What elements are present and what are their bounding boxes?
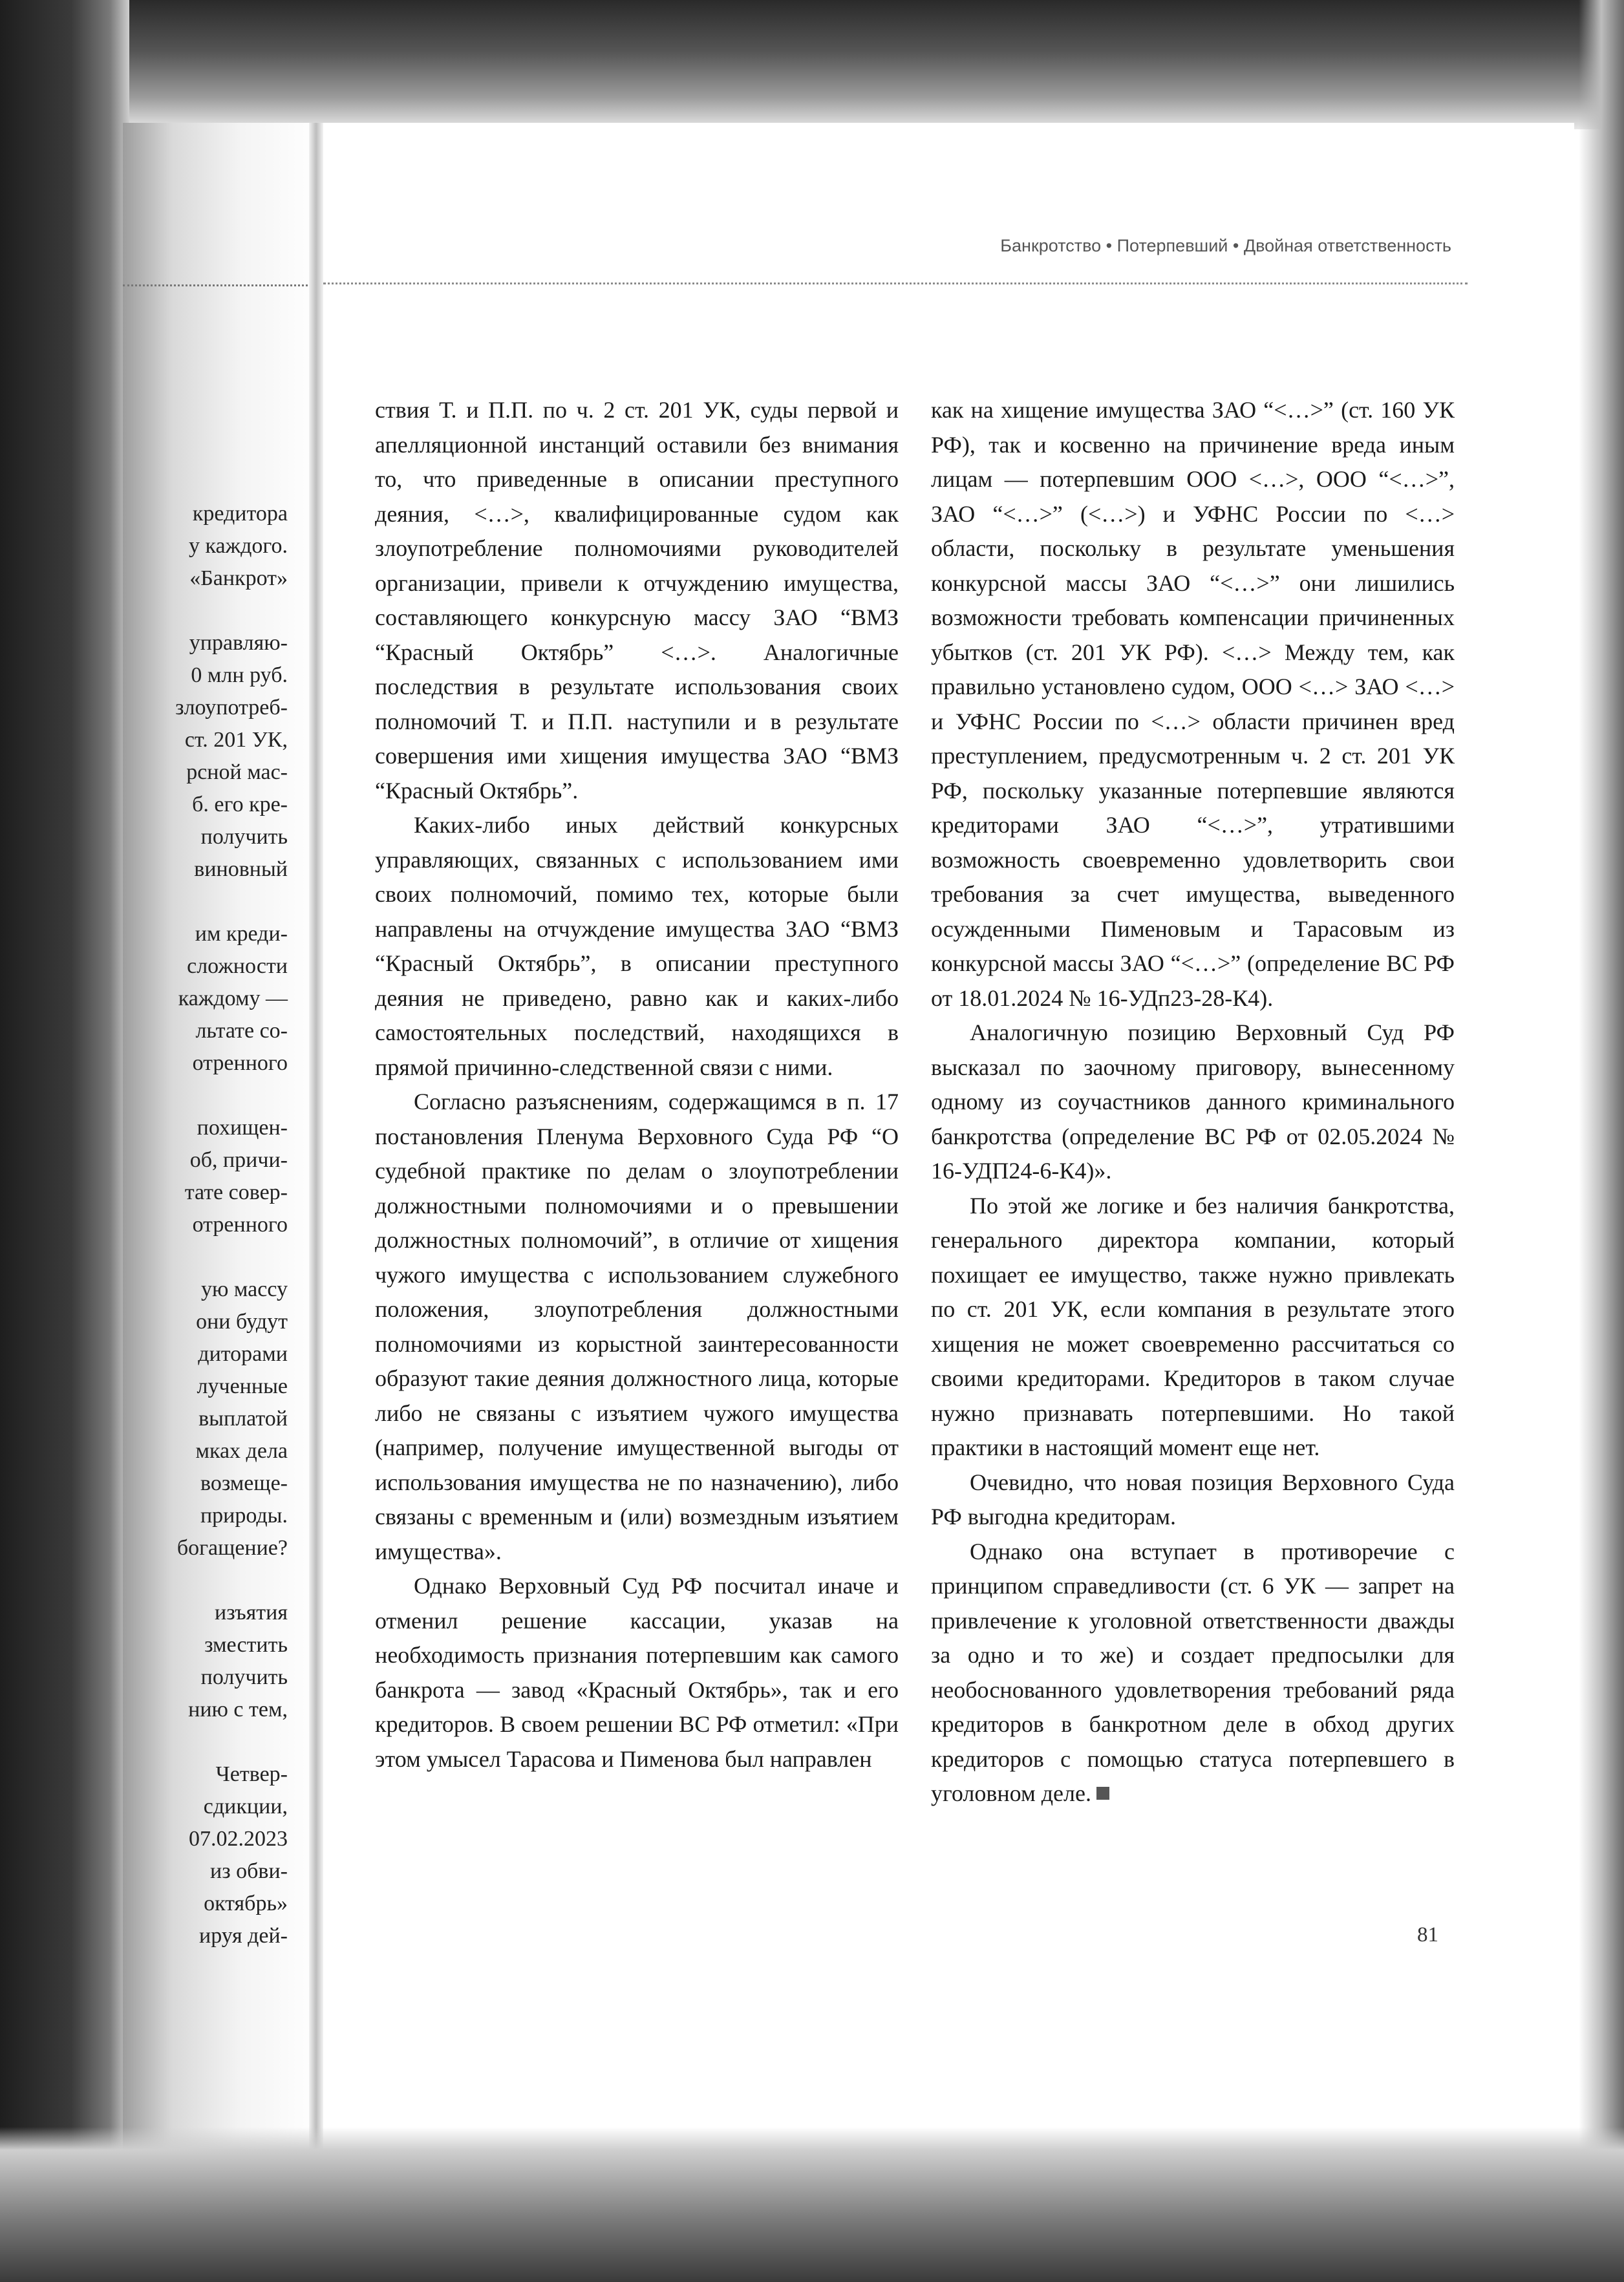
previous-page-line: б. его кре-: [192, 793, 288, 816]
previous-page-line: изъятия: [215, 1601, 288, 1625]
previous-page-line: управляю-: [189, 631, 288, 655]
previous-page-line: диторами: [198, 1342, 288, 1366]
previous-page-line: возмеще-: [200, 1471, 288, 1495]
line-gap: [123, 595, 288, 627]
page-fold: [309, 123, 323, 2159]
previous-page-line: лученные: [197, 1374, 288, 1398]
paragraph: Каких-либо иных действий конкурсных управляющих, связанных с использованием ими своих полномочий, помимо тех, которые были направлены на отчуждение имущества ЗАО “ВМЗ “Красный Октябрь”, в описании преступного деяния не приведено, равно как и каких-либо самостоятельных последствий, находящихся в прямой причинно-следственной связи с ними.: [375, 812, 899, 1080]
previous-page-line: ст. 201 УК,: [184, 728, 288, 752]
paragraph-text: Однако она вступает в противоречие с принципом справедливости (ст. 6 УК — запрет на привлечение к уголовной ответственности дважды за одно и то же) и создает предпосылки для необоснованного удовлетворения требований ряда кредиторов в банкротном деле в обход других кредиторов с помощью статуса потерпевшего в уголовном деле.: [931, 1538, 1455, 1806]
running-header: Банкротство • Потерпевший • Двойная ответственность: [1000, 236, 1451, 255]
paragraph: ствия Т. и П.П. по ч. 2 ст. 201 УК, суды первой и апелляционной инстанций оставили без внимания то, что приведенные в описании преступного деяния, <…>, квалифицированные судом как злоупотребление полномочиями руководителей организации, привели к отчуждению имущества, составляющего конкурсную массу ЗАО “ВМЗ “Красный Октябрь” <…>. Аналогичные последствия в результате использования своих полномочий Т. и П.П. наступили и в результате совершения ими хищения имущества ЗАО “ВМЗ “Красный Октябрь”.: [375, 397, 899, 804]
previous-page-line: они будут: [196, 1310, 288, 1334]
previous-page-line: «Банкрот»: [189, 566, 288, 590]
text-column-left: [375, 393, 899, 1776]
previous-page-line: тате совер-: [184, 1180, 288, 1204]
previous-page-text: [123, 498, 288, 1952]
header-dotted-rule: [323, 283, 1468, 284]
previous-page-line: отренного: [192, 1051, 288, 1075]
scan-shadow-right: [1579, 0, 1624, 2282]
line-gap: [123, 886, 288, 918]
scan-shadow-bottom: [0, 2127, 1624, 2282]
previous-page-line: ую массу: [200, 1277, 288, 1301]
previous-page-sliver: [123, 123, 320, 2159]
paragraph: Аналогичную позицию Верховный Суд РФ высказал по заочному приговору, вынесенному одному из соучастников данного криминального банкротства (определение ВС РФ от 02.05.2024 № 16-УДП24-6-К4)».: [931, 1019, 1455, 1184]
text-column-right: [931, 393, 1455, 1811]
previous-page-line: каждому —: [178, 986, 288, 1010]
page-number: 81: [1417, 1923, 1438, 1946]
line-gap: [123, 1726, 288, 1758]
previous-page-line: сдикции,: [203, 1795, 288, 1818]
previous-page-line: выплатой: [198, 1407, 288, 1431]
previous-page-line: богащение?: [176, 1536, 288, 1560]
previous-page-line: сложности: [187, 954, 288, 978]
previous-page-line: получить: [200, 1665, 288, 1689]
book-page: [323, 123, 1574, 2159]
end-of-article-square-icon: [1096, 1787, 1109, 1800]
paragraph: как на хищение имущества ЗАО “<…>” (ст. 160 УК РФ), так и косвенно на причинение вреда иным лицам — потерпевшим ООО <…>, ООО “<…>”, ЗАО “<…>” (<…>) и УФНС России по <…> области, поскольку в результате уменьшения конкурсной массы ЗАО “<…>” они лишились возможности требовать компенсации причиненных убытков (ст. 201 УК РФ). <…> Между тем, как правильно установлено судом, ООО <…> ЗАО <…> и УФНС России по <…> области причинен вред преступлением, предусмотренным ч. 2 ст. 201 УК РФ, поскольку указанные потерпевшие являются кредиторами ЗАО “<…>”, утратившими возможность своевременно удовлетворить свои требования за счет имущества, выведенного осужденными Пименовым и Тарасовым из конкурсной массы ЗАО “<…>” (определение ВС РФ от 18.01.2024 № 16-УДп23-28-К4).: [931, 397, 1455, 1011]
previous-page-line: отренного: [192, 1213, 288, 1237]
previous-page-line: из обви-: [210, 1859, 288, 1883]
previous-page-line: рсной мас-: [186, 760, 288, 784]
previous-page-header-rule: [123, 284, 320, 286]
previous-page-line: виновный: [194, 857, 288, 881]
previous-page-line: Четвер-: [215, 1762, 288, 1786]
line-gap: [123, 1080, 288, 1112]
previous-page-line: похищен-: [197, 1116, 288, 1140]
previous-page-line: ируя дей-: [199, 1924, 288, 1948]
previous-page-line: октябрь»: [204, 1892, 288, 1915]
paragraph: Однако Верховный Суд РФ посчитал иначе и отменил решение кассации, указав на необходимость признания потерпевшим как самого банкрота — завод «Красный Октябрь», так и его кредиторов. В своем решении ВС РФ отметил: «При этом умысел Тарасова и Пименова был направлен: [375, 1573, 899, 1772]
previous-page-line: мках дела: [195, 1439, 288, 1463]
paragraph: Очевидно, что новая позиция Верховного Суда РФ выгодна кредиторам.: [931, 1469, 1455, 1530]
paragraph: По этой же логике и без наличия банкротства, генерального директора компании, который похищает ее имущество, также нужно привлекать по ст. 201 УК, если компания в результате этого хищения не может своевременно рассчитаться со своими кредиторами. Кредиторов в таком случае нужно признавать потерпевшими. Но такой практики в настоящий момент еще нет.: [931, 1192, 1455, 1460]
previous-page-line: природы.: [200, 1504, 288, 1528]
previous-page-line: получить: [200, 825, 288, 849]
scan-shadow-top: [0, 0, 1624, 129]
line-gap: [123, 1241, 288, 1274]
previous-page-line: у каждого.: [189, 534, 288, 558]
previous-page-line: нию с тем,: [188, 1698, 288, 1722]
previous-page-line: зместить: [204, 1633, 288, 1657]
previous-page-line: 07.02.2023: [189, 1827, 288, 1851]
scan-shadow-left: [0, 0, 129, 2282]
previous-page-line: кредитора: [192, 502, 288, 526]
previous-page-line: им креди-: [195, 922, 288, 946]
line-gap: [123, 1564, 288, 1597]
previous-page-line: 0 млн руб.: [191, 663, 288, 687]
previous-page-line: злоупотреб-: [175, 696, 288, 720]
paragraph: Согласно разъяснениям, содержащимся в п. 17 постановления Пленума Верховного Суда РФ “О судебной практике по делам о злоупотреблении должностными полномочиями и о превышении должностных полномочий”, в отличие от хищения чужого имущества с использованием служебного положения, злоупотребления должностными полномочиями из корыстной заинтересованности образуют такие деяния должностного лица, которые либо не связаны с изъятием чужого имущества (например, получение имущественной выгоды от использования имущества не по назначению), либо связаны с временным и (или) возмездным изъятием имущества».: [375, 1089, 899, 1564]
previous-page-line: об, причи-: [189, 1148, 288, 1172]
previous-page-line: льтате со-: [195, 1019, 288, 1043]
paragraph-last: [931, 1535, 1455, 1811]
